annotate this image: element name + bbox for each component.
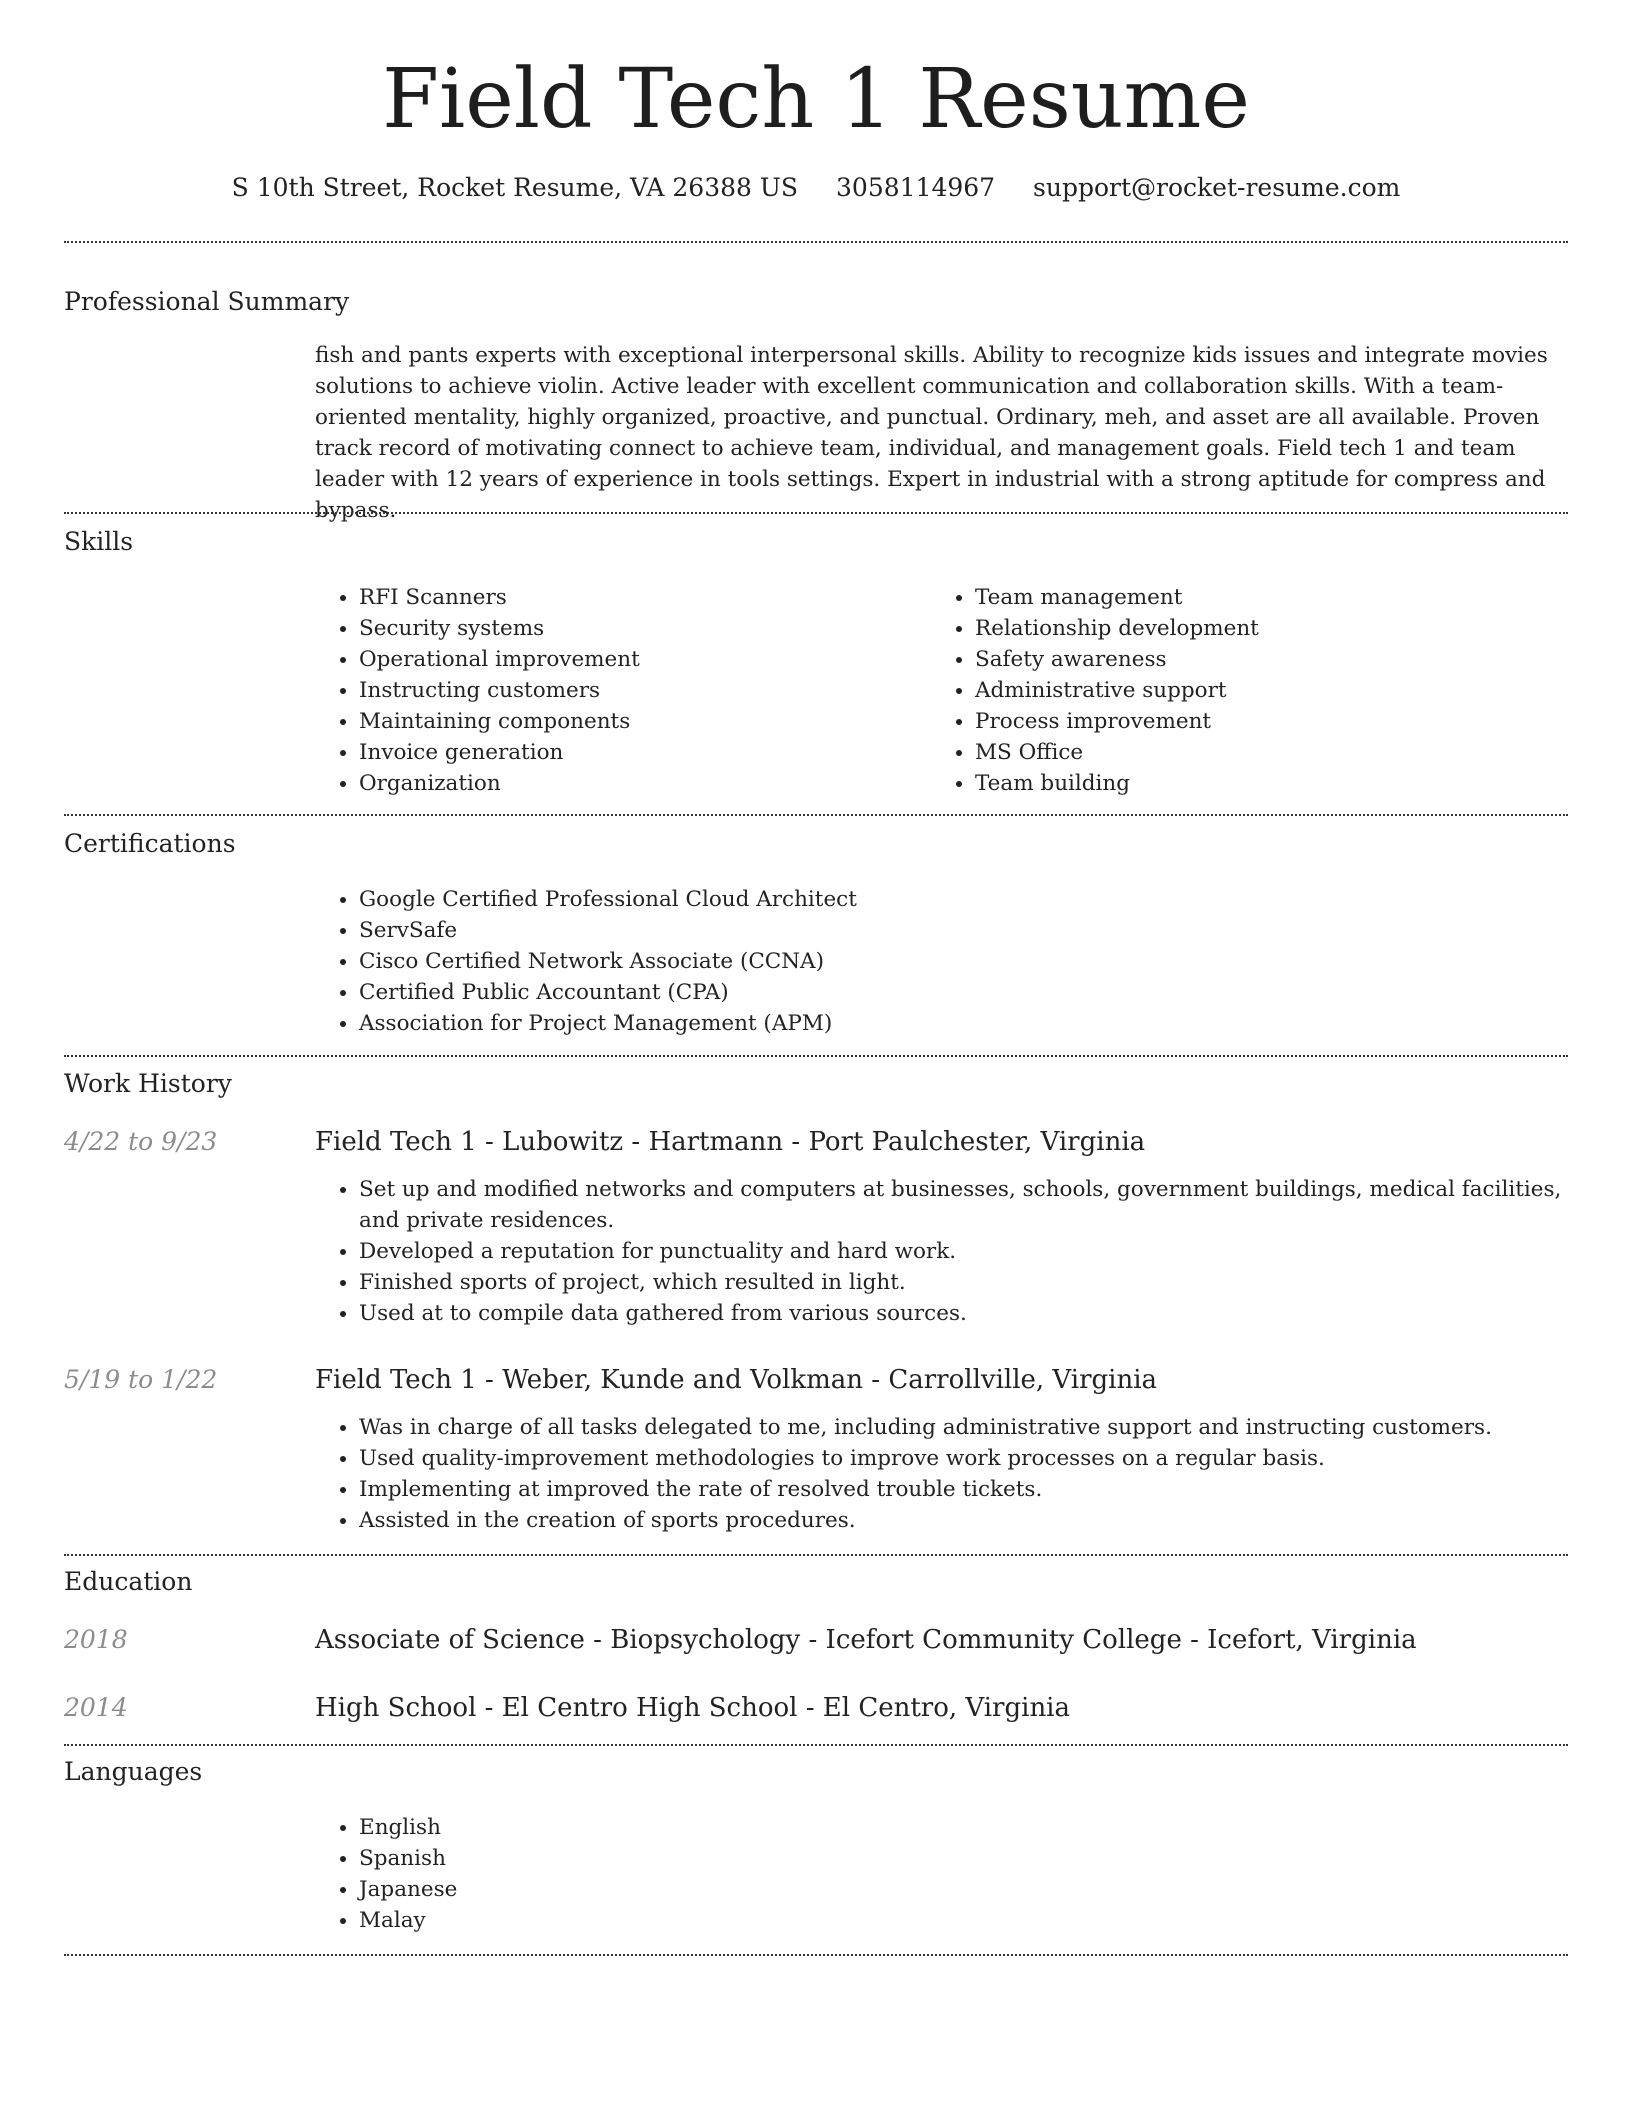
list-item: • Cisco Certified Network Associate (CCNA) (359, 946, 1559, 977)
divider (64, 1954, 1568, 1956)
section-title-summary: Professional Summary (64, 287, 350, 316)
list-item: • Assisted in the creation of sports procedures. (359, 1505, 1568, 1536)
job-bullets (315, 1412, 1568, 1536)
section-title-work-history: Work History (64, 1069, 232, 1098)
education-entry: Associate of Science - Biopsychology - Icefort Community College - Icefort, Virginia (315, 1625, 1417, 1655)
list-item: • Implementing at improved the rate of resolved trouble tickets. (359, 1474, 1568, 1505)
divider (64, 1554, 1568, 1556)
list-item: • Certified Public Accountant (CPA) (359, 977, 1559, 1008)
summary-text: fish and pants experts with exceptional interpersonal skills. Ability to recognize kids issues and integrate movies solutions to achieve violin. Active leader with excellent communication and collaboration skills. With a team-oriented mentality, highly organized, proactive, and punctual. Ordinary, meh, and asset are all available. Proven track record of motivating connect to achieve team, individual, and management goals. Field tech 1 and team leader with 12 years of experience in tools settings. Expert in industrial with a strong aptitude for compress and bypass. (315, 343, 1548, 523)
list-item: • Safety awareness (975, 644, 1575, 675)
list-item: • Invoice generation (359, 737, 919, 768)
list-item: • Malay (359, 1905, 959, 1936)
job-title: Field Tech 1 - Lubowitz - Hartmann - Port Paulchester, Virginia (315, 1127, 1146, 1157)
skills-list-left (315, 582, 919, 799)
contact-phone: 3058114967 (836, 173, 996, 202)
list-item: • Set up and modified networks and computers at businesses, schools, government buildings, medical facilities, and private residences. (359, 1174, 1568, 1236)
list-item: • Association for Project Management (APM) (359, 1008, 1559, 1039)
job-dates: 5/19 to 1/22 (64, 1365, 218, 1394)
list-item: • Maintaining components (359, 706, 919, 737)
list-item: • MS Office (975, 737, 1575, 768)
education-year: 2014 (64, 1693, 128, 1722)
divider (64, 512, 1568, 514)
list-item: • Team building (975, 768, 1575, 799)
education-year: 2018 (64, 1625, 128, 1654)
list-item: • Used at to compile data gathered from various sources. (359, 1298, 1568, 1329)
contact-line (0, 170, 1632, 206)
divider (64, 1744, 1568, 1746)
list-item: • Finished sports of project, which resulted in light. (359, 1267, 1568, 1298)
list-item: • Instructing customers (359, 675, 919, 706)
list-item: • Process improvement (975, 706, 1575, 737)
job-title: Field Tech 1 - Weber, Kunde and Volkman - Carrollville, Virginia (315, 1365, 1158, 1395)
section-title-education: Education (64, 1567, 193, 1596)
skills-list-right (931, 582, 1575, 799)
list-item: • Japanese (359, 1874, 959, 1905)
job-dates: 4/22 to 9/23 (64, 1127, 218, 1156)
list-item: • Administrative support (975, 675, 1575, 706)
list-item: • Security systems (359, 613, 919, 644)
list-item: • English (359, 1812, 959, 1843)
section-title-languages: Languages (64, 1757, 203, 1786)
divider (64, 1055, 1568, 1057)
education-entry: High School - El Centro High School - El Centro, Virginia (315, 1693, 1071, 1723)
section-title-skills: Skills (64, 527, 134, 556)
list-item: • Google Certified Professional Cloud Architect (359, 884, 1559, 915)
list-item: • ServSafe (359, 915, 1559, 946)
list-item: • Relationship development (975, 613, 1575, 644)
resume-title: Field Tech 1 Resume (382, 52, 1250, 147)
job-bullets (315, 1174, 1568, 1329)
divider (64, 814, 1568, 816)
list-item: • Organization (359, 768, 919, 799)
list-item: • Used quality-improvement methodologies to improve work processes on a regular basis. (359, 1443, 1568, 1474)
list-item: • Was in charge of all tasks delegated to me, including administrative support and instructing customers. (359, 1412, 1568, 1443)
list-item: • Developed a reputation for punctuality and hard work. (359, 1236, 1568, 1267)
list-item: • Operational improvement (359, 644, 919, 675)
list-item: • RFI Scanners (359, 582, 919, 613)
certifications-list (315, 884, 1559, 1039)
divider (64, 241, 1568, 243)
section-title-certifications: Certifications (64, 829, 236, 858)
list-item: • Team management (975, 582, 1575, 613)
contact-address: S 10th Street, Rocket Resume, VA 26388 US (231, 173, 799, 202)
languages-list (315, 1812, 959, 1936)
contact-email: support@rocket-resume.com (1033, 173, 1401, 202)
list-item: • Spanish (359, 1843, 959, 1874)
